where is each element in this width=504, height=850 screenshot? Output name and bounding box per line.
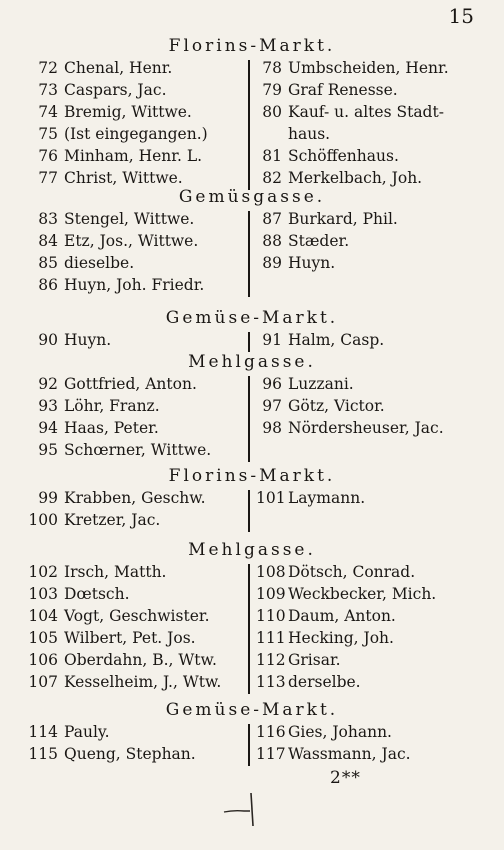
resident-name: Burkard, Phil. [288, 210, 398, 228]
list-item [256, 628, 394, 649]
resident-name: Löhr, Franz. [64, 397, 160, 415]
section-heading: Florins-Markt. [168, 466, 336, 486]
resident-name: Luzzani. [288, 375, 354, 393]
resident-name: Umbscheiden, Henr. [288, 59, 449, 77]
list-item [256, 330, 384, 351]
column-divider [248, 490, 250, 532]
resident-name: Kauf- u. altes Stadt- [288, 103, 444, 121]
house-number: 98 [262, 419, 282, 437]
resident-name: Irsch, Matth. [64, 563, 167, 581]
list-item [22, 672, 221, 693]
resident-name: Pauly. [64, 723, 110, 741]
house-number: 86 [38, 276, 58, 294]
resident-name: Christ, Wittwe. [64, 169, 183, 187]
house-number: 92 [38, 375, 58, 393]
column-divider [248, 60, 250, 190]
house-number: 111 [256, 629, 286, 647]
resident-name: Stæder. [288, 232, 350, 250]
handwritten-mark-icon [220, 790, 280, 830]
house-number: 90 [38, 331, 58, 349]
house-number: 101 [256, 489, 286, 507]
resident-name: Dœtsch. [64, 585, 130, 603]
house-number: 104 [28, 607, 58, 625]
resident-name: Caspars, Jac. [64, 81, 167, 99]
house-number: 112 [256, 651, 286, 669]
resident-name: Halm, Casp. [288, 331, 385, 349]
list-item [22, 124, 208, 145]
list-item [256, 396, 385, 417]
list-item [256, 253, 335, 274]
house-number: 116 [256, 723, 286, 741]
list-item [22, 650, 217, 671]
list-item [22, 396, 160, 417]
resident-name: haus. [288, 125, 331, 143]
list-item [256, 374, 354, 395]
resident-name: Hecking, Joh. [288, 629, 394, 647]
house-number: 88 [262, 232, 282, 250]
resident-name: dieselbe. [64, 254, 135, 272]
house-number: 80 [262, 103, 282, 121]
page-number: 15 [448, 4, 474, 28]
house-number: 72 [38, 59, 58, 77]
resident-name: Haas, Peter. [64, 419, 159, 437]
house-number: 75 [38, 125, 58, 143]
resident-name: Stengel, Wittwe. [64, 210, 195, 228]
house-number: 95 [38, 441, 58, 459]
house-number: 94 [38, 419, 58, 437]
list-item [256, 650, 341, 671]
resident-name: Kesselheim, J., Wtw. [64, 673, 222, 691]
house-number: 102 [28, 563, 58, 581]
list-item [256, 672, 361, 693]
resident-name: Vogt, Geschwister. [64, 607, 210, 625]
list-item [256, 209, 398, 230]
house-number: 76 [38, 147, 58, 165]
resident-name: Bremig, Wittwe. [64, 103, 192, 121]
list-item [22, 628, 196, 649]
resident-name: Daum, Anton. [288, 607, 396, 625]
list-item [256, 562, 415, 583]
resident-name: Wilbert, Pet. Jos. [64, 629, 196, 647]
column-divider [248, 376, 250, 462]
house-number: 82 [262, 169, 282, 187]
list-item [22, 80, 167, 101]
resident-name: (Ist eingegangen.) [64, 125, 208, 143]
section-heading: Gemüse-Markt. [165, 700, 339, 720]
section-heading: Mehlgasse. [188, 352, 316, 372]
list-item [256, 744, 411, 765]
list-item [256, 124, 330, 145]
resident-name: Weckbecker, Mich. [288, 585, 437, 603]
resident-name: Kretzer, Jac. [64, 511, 161, 529]
house-number: 110 [256, 607, 286, 625]
house-number: 114 [28, 723, 58, 741]
house-number: 87 [262, 210, 282, 228]
list-item [22, 722, 110, 743]
list-item [22, 330, 111, 351]
house-number: 78 [262, 59, 282, 77]
column-divider [248, 211, 250, 297]
list-item [22, 584, 130, 605]
house-number: 89 [262, 254, 282, 272]
house-number: 113 [256, 673, 286, 691]
list-item [22, 231, 198, 252]
list-item [256, 231, 349, 252]
column-divider [248, 332, 250, 352]
resident-name: Dötsch, Conrad. [288, 563, 416, 581]
house-number: 97 [262, 397, 282, 415]
list-item [256, 606, 396, 627]
section-heading: Gemüse-Markt. [165, 308, 339, 328]
resident-name: Graf Renesse. [288, 81, 398, 99]
list-item [256, 146, 399, 167]
list-item [256, 80, 398, 101]
resident-name: Huyn. [64, 331, 112, 349]
resident-name: Gies, Johann. [288, 723, 392, 741]
house-number: 109 [256, 585, 286, 603]
resident-name: Grisar. [288, 651, 341, 669]
house-number: 100 [28, 511, 58, 529]
list-item [22, 168, 183, 189]
list-item [22, 606, 210, 627]
resident-name: Nördersheuser, Jac. [288, 419, 444, 437]
list-item [22, 275, 204, 296]
list-item [256, 488, 365, 509]
house-number: 103 [28, 585, 58, 603]
resident-name: derselbe. [288, 673, 361, 691]
list-item [256, 584, 436, 605]
printer-signature-mark: 2** [330, 768, 361, 788]
resident-name: Krabben, Geschw. [64, 489, 206, 507]
house-number: 106 [28, 651, 58, 669]
list-item [22, 744, 196, 765]
resident-name: Gottfried, Anton. [64, 375, 197, 393]
resident-name: Merkelbach, Joh. [288, 169, 423, 187]
house-number: 96 [262, 375, 282, 393]
house-number: 81 [262, 147, 282, 165]
resident-name: Chenal, Henr. [64, 59, 173, 77]
house-number: 115 [28, 745, 58, 763]
resident-name: Wassmann, Jac. [288, 745, 411, 763]
list-item [22, 253, 134, 274]
list-item [22, 510, 160, 531]
house-number: 73 [38, 81, 58, 99]
section-heading: Florins-Markt. [168, 36, 336, 56]
resident-name: Huyn. [288, 254, 336, 272]
house-number: 99 [38, 489, 58, 507]
resident-name: Schœrner, Wittwe. [64, 441, 212, 459]
list-item [22, 58, 172, 79]
house-number: 117 [256, 745, 286, 763]
column-divider [248, 564, 250, 694]
house-number: 85 [38, 254, 58, 272]
house-number: 83 [38, 210, 58, 228]
house-number: 108 [256, 563, 286, 581]
resident-name: Oberdahn, B., Wtw. [64, 651, 217, 669]
house-number: 77 [38, 169, 58, 187]
resident-name: Minham, Henr. L. [64, 147, 203, 165]
list-item [256, 102, 444, 123]
resident-name: Laymann. [288, 489, 366, 507]
list-item [22, 488, 206, 509]
column-divider [248, 724, 250, 766]
list-item [256, 58, 449, 79]
list-item [256, 722, 392, 743]
list-item [22, 146, 202, 167]
house-number: 107 [28, 673, 58, 691]
resident-name: Schöffenhaus. [288, 147, 399, 165]
house-number: 91 [262, 331, 282, 349]
house-number: 105 [28, 629, 58, 647]
house-number: 79 [262, 81, 282, 99]
resident-name: Queng, Stephan. [64, 745, 196, 763]
list-item [22, 562, 166, 583]
resident-name: Etz, Jos., Wittwe. [64, 232, 199, 250]
section-heading: Mehlgasse. [188, 540, 316, 560]
house-number: 74 [38, 103, 58, 121]
resident-name: Götz, Victor. [288, 397, 385, 415]
list-item [22, 209, 194, 230]
resident-name: Huyn, Joh. Friedr. [64, 276, 205, 294]
list-item [22, 440, 211, 461]
list-item [22, 102, 192, 123]
list-item [22, 418, 159, 439]
house-number: 84 [38, 232, 58, 250]
list-item [22, 374, 197, 395]
list-item [256, 418, 444, 439]
section-heading: Gemüsgasse. [178, 187, 326, 207]
house-number: 93 [38, 397, 58, 415]
list-item [256, 168, 422, 189]
